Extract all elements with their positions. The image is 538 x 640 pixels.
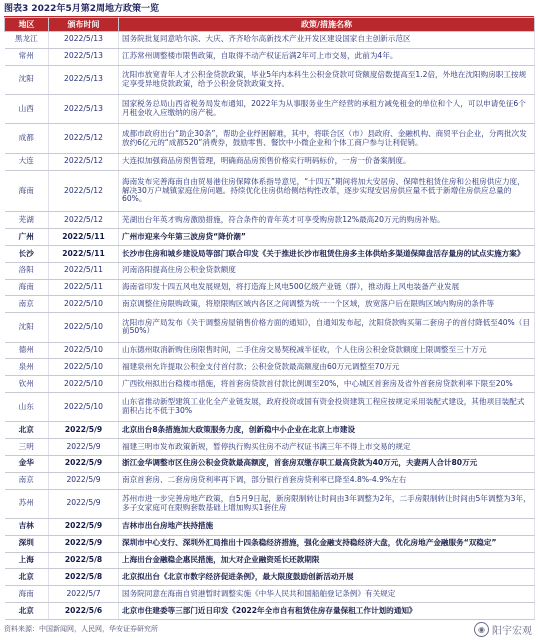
policy-cell: 国务院批复同意哈尔滨、大庆、齐齐哈尔高新技术产业开发区建设国家自主创新示范区	[119, 32, 535, 49]
table-row	[5, 586, 535, 603]
policy-cell: 北京出台8条措施加大政策服务力度，创新稳中小企业在北京上市建设	[119, 422, 535, 439]
region-cell: 北京	[5, 602, 49, 619]
table-row	[5, 48, 535, 65]
region-cell: 山东	[5, 393, 49, 422]
region-cell: 德州	[5, 342, 49, 359]
policy-cell: 山东省推动新型建筑工业化全产业链发展，政府投资或国有资金投资建筑工程应按规定采用装配式建设，其他项目装配式面积占比不低于30%	[119, 393, 535, 422]
date-cell: 2022/5/13	[49, 48, 119, 65]
policy-cell: 广州市迎来今年第三波房贷“降价潮”	[119, 229, 535, 246]
date-cell: 2022/5/9	[49, 535, 119, 552]
region-cell: 南京	[5, 296, 49, 313]
date-cell: 2022/5/9	[49, 456, 119, 473]
policy-table	[4, 17, 535, 620]
policy-cell: 吉林市出台房地产扶持措施	[119, 518, 535, 535]
source-note: 资料来源：中国新闻网，人民网，华安证券研究所	[4, 625, 158, 633]
date-cell: 2022/5/8	[49, 569, 119, 586]
date-cell: 2022/5/6	[49, 602, 119, 619]
policy-cell: 浙江金华调整市区住房公积金贷款最高额度，首套房双缴存职工最高贷款为40万元，夫妻两人合计80万元	[119, 456, 535, 473]
region-cell: 大连	[5, 153, 49, 170]
date-cell: 2022/5/12	[49, 170, 119, 212]
date-cell: 2022/5/7	[49, 586, 119, 603]
date-cell: 2022/5/11	[49, 246, 119, 263]
table-row	[5, 279, 535, 296]
policy-cell: 芜湖出台年英才购房激励措施，符合条件的青年英才可享受购房款12%最高20万元的购房补贴。	[119, 212, 535, 229]
table-row	[5, 212, 535, 229]
policy-cell: 海南省印发十四五风电发展规划，将打造海上风电500亿级产业链（群），推动海上风电装备产业发展	[119, 279, 535, 296]
region-cell: 长沙	[5, 246, 49, 263]
table-row	[5, 246, 535, 263]
region-cell: 金华	[5, 456, 49, 473]
date-cell: 2022/5/12	[49, 124, 119, 153]
watermark	[474, 620, 532, 638]
region-cell: 吉林	[5, 518, 49, 535]
table-row	[5, 439, 535, 456]
policy-cell: 江苏常州调整楼市限售政策，自取得不动产权证后满2年可上市交易，此前为4年。	[119, 48, 535, 65]
policy-cell: 上海出台金融稳企惠民措施，加大对企业融资延长还款期限	[119, 552, 535, 569]
table-row	[5, 422, 535, 439]
region-cell: 沈阳	[5, 65, 49, 94]
header-policy: 政策/措施名称	[119, 18, 535, 32]
policy-cell: 福建三明市发布政策新规，暂停执行购买住房不动产权证书满三年不得上市交易的规定	[119, 439, 535, 456]
table-row	[5, 313, 535, 342]
region-cell: 洛阳	[5, 262, 49, 279]
region-cell: 北京	[5, 569, 49, 586]
policy-cell: 深圳市中心支行、深圳外汇局推出十四条稳经济措施，强化金融支持稳经济大盘，优化房地产金融服务“双稳定”	[119, 535, 535, 552]
policy-table-container	[4, 16, 534, 620]
region-cell: 黑龙江	[5, 32, 49, 49]
table-row	[5, 65, 535, 94]
table-row	[5, 376, 535, 393]
policy-cell: 苏州市进一步完善房地产政策，自5月9日起，新房限制转让时间由3年调整为2年，二手房限制转让时间由5年调整为3年，多子女家庭可在限购套数基础上增加购买1套住房	[119, 489, 535, 518]
policy-cell: 沈阳市放宽青年人才公积金贷款政策，毕业5年内本科生公积金贷款可贷额度倍数提高至1.2倍，外地在沈阳购房职工按规定享受异地贷款政策，给予公积金贷款政策支持。	[119, 65, 535, 94]
region-cell: 芜湖	[5, 212, 49, 229]
table-row	[5, 32, 535, 49]
table-row	[5, 229, 535, 246]
table-row	[5, 170, 535, 212]
region-cell: 广州	[5, 229, 49, 246]
region-cell: 山西	[5, 94, 49, 123]
policy-cell: 北京市住建委等三部门近日印发《2022年全市自有租赁住房存量保租工作计划的通知》	[119, 602, 535, 619]
policy-cell: 国务院同意在海南自贸港暂时调整实施《中华人民共和国船舶登记条例》有关规定	[119, 586, 535, 603]
policy-cell: 南京调整住房限购政策，将原限购区域内各区之间调整为统一一个区域，放宽落户后在限购区域内购房的条件等	[119, 296, 535, 313]
region-cell: 海南	[5, 170, 49, 212]
policy-cell: 海南发布完善海南自由贸易港住房保障体系指导意见，“十四五”期间将加大安居房、保障性租赁住房和公租房供应力度，解决30万户城镇家庭住房问题。持续优化住房供给侧结构性改革，逐步实现安居房供应量不低于新增住房供应总量的60%。	[119, 170, 535, 212]
header-date: 颁布时间	[49, 18, 119, 32]
date-cell: 2022/5/13	[49, 32, 119, 49]
region-cell: 北京	[5, 422, 49, 439]
table-row	[5, 153, 535, 170]
header-region: 地区	[5, 18, 49, 32]
region-cell: 三明	[5, 439, 49, 456]
date-cell: 2022/5/9	[49, 518, 119, 535]
table-body	[5, 32, 535, 620]
table-row	[5, 359, 535, 376]
policy-cell: 长沙市住房和城乡建设局等部门联合印发《关于推进长沙市租赁住房多主体供给多渠道保障盘活存量房的试点实施方案》	[119, 246, 535, 263]
table-row	[5, 456, 535, 473]
policy-cell: 福建泉州允许提取公积金支付首付款；公积金贷款最高额度由60万元调整至70万元	[119, 359, 535, 376]
policy-cell: 河南洛阳提高住房公积金贷款额度	[119, 262, 535, 279]
table-row	[5, 602, 535, 619]
region-cell: 钦州	[5, 376, 49, 393]
policy-cell: 国家税务总局山西省税务局发布通知，2022年为从事服务业生产经营的承租方减免租金的单位和个人，可以申请免征6个月租金收入应缴纳的房产税。	[119, 94, 535, 123]
policy-cell: 山东德州取消新购住房限售时间，二手住房交易契税减半征收，个人住房公积金贷款额度上限调整至三十万元	[119, 342, 535, 359]
watermark-text: 阳宇宏观	[492, 625, 532, 637]
date-cell: 2022/5/9	[49, 472, 119, 489]
date-cell: 2022/5/10	[49, 313, 119, 342]
table-row	[5, 535, 535, 552]
policy-cell: 广西钦州拟出台稳楼市措施，将首套房贷款首付款比例调至20%，中心城区首套房及省外首套房贷款利率下限至20%	[119, 376, 535, 393]
date-cell: 2022/5/13	[49, 94, 119, 123]
date-cell: 2022/5/9	[49, 439, 119, 456]
policy-cell: 大连拟加强商品房预售管理，明确商品房预售价格实行明码标价，一房一价备案制度。	[119, 153, 535, 170]
region-cell: 海南	[5, 279, 49, 296]
policy-cell: 北京拟出台《北京市数字经济促进条例》，最大限度鼓励创新活动开展	[119, 569, 535, 586]
date-cell: 2022/5/12	[49, 212, 119, 229]
date-cell: 2022/5/9	[49, 422, 119, 439]
table-row	[5, 124, 535, 153]
region-cell: 上海	[5, 552, 49, 569]
table-row	[5, 393, 535, 422]
table-header-row	[5, 18, 535, 32]
date-cell: 2022/5/11	[49, 262, 119, 279]
date-cell: 2022/5/13	[49, 65, 119, 94]
date-cell: 2022/5/8	[49, 552, 119, 569]
date-cell: 2022/5/10	[49, 376, 119, 393]
region-cell: 深圳	[5, 535, 49, 552]
date-cell: 2022/5/12	[49, 153, 119, 170]
table-row	[5, 489, 535, 518]
region-cell: 常州	[5, 48, 49, 65]
date-cell: 2022/5/11	[49, 229, 119, 246]
date-cell: 2022/5/10	[49, 296, 119, 313]
table-row	[5, 552, 535, 569]
region-cell: 成都	[5, 124, 49, 153]
policy-cell: 沈阳市房产局发布《关于调整房屋销售价格方面的通知》，自通知发布起，沈阳贷款购买第二套房子的首付降低至40%（目前50%）	[119, 313, 535, 342]
policy-cell: 南京首套房、二套房房贷利率再下调，部分银行首套房贷利率已降至4.8%-4.9%左右	[119, 472, 535, 489]
table-row	[5, 262, 535, 279]
table-row	[5, 296, 535, 313]
date-cell: 2022/5/10	[49, 393, 119, 422]
region-cell: 南京	[5, 472, 49, 489]
table-row	[5, 569, 535, 586]
date-cell: 2022/5/10	[49, 342, 119, 359]
date-cell: 2022/5/11	[49, 279, 119, 296]
table-row	[5, 94, 535, 123]
figure-title: 图表3 2022年5月第2周地方政策一览	[4, 4, 159, 14]
region-cell: 苏州	[5, 489, 49, 518]
region-cell: 泉州	[5, 359, 49, 376]
wechat-logo-icon: ◉	[474, 622, 489, 637]
table-row	[5, 472, 535, 489]
table-row	[5, 518, 535, 535]
policy-cell: 成都市政府出台“助企30条”，帮助企业纾困解难，其中，将联合区（市）县政府、金融机构、商贸平台企业，分两批次发放约6亿元的“成都520”消费券，鼓励零售、餐饮中小微企业和个体工商户参与让利促销。	[119, 124, 535, 153]
date-cell: 2022/5/10	[49, 359, 119, 376]
region-cell: 沈阳	[5, 313, 49, 342]
date-cell: 2022/5/9	[49, 489, 119, 518]
region-cell: 海南	[5, 586, 49, 603]
table-row	[5, 342, 535, 359]
